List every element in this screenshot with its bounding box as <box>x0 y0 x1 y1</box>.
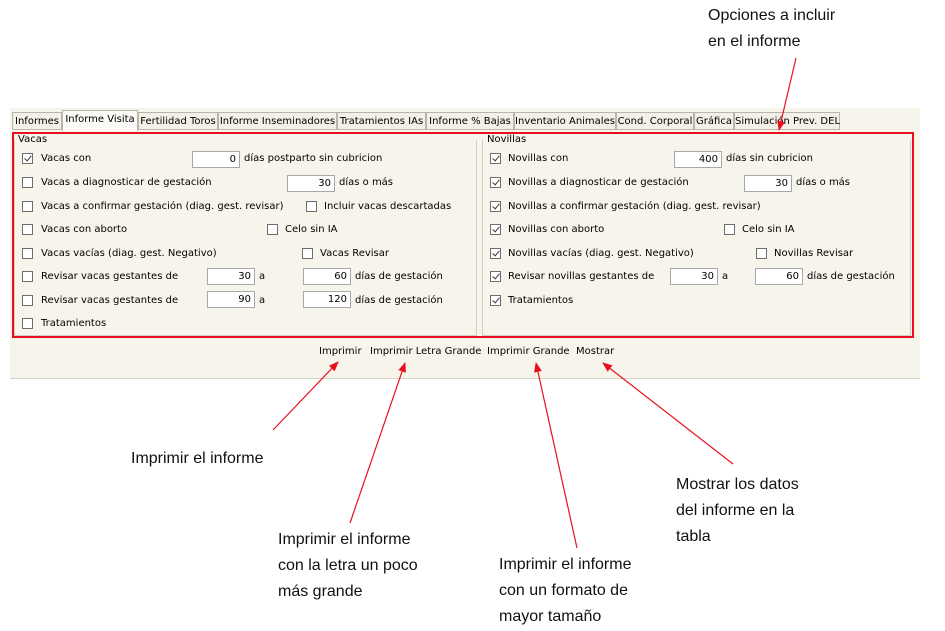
vacas-con-label: Vacas con <box>41 153 92 164</box>
vacas-con-unit: días postparto sin cubricion <box>244 153 383 164</box>
annotation-mostrar: Mostrar los datos del informe en la tabla <box>676 476 799 545</box>
novillas-con-days-input[interactable]: 400 <box>674 151 722 168</box>
vacas-gestantes2-from-input[interactable]: 90 <box>207 291 255 308</box>
vacas-gestantes1-label: Revisar vacas gestantes de <box>41 271 179 282</box>
novillas-gestantes-unit: días de gestación <box>807 271 895 282</box>
vacas-gestantes2-unit: días de gestación <box>355 295 443 306</box>
vacas-con-days-input[interactable]: 0 <box>192 151 240 168</box>
novillas-group-title: Novillas <box>487 134 527 145</box>
vacas-gestantes2-label: Revisar vacas gestantes de <box>41 295 179 306</box>
vacas-tratamientos-label: Tratamientos <box>41 318 107 329</box>
tab-simulacion-prev-del[interactable]: Simulación Prev. DEL <box>734 112 840 130</box>
imprimir-letra-grande-button[interactable]: Imprimir Letra Grande <box>370 346 482 357</box>
vacas-group-title: Vacas <box>18 134 48 145</box>
incluir-descartadas-label: Incluir vacas descartadas <box>324 201 452 212</box>
novillas-vacias-label: Novillas vacías (diag. gest. Negativo) <box>508 248 694 259</box>
novillas-gestantes-label: Revisar novillas gestantes de <box>508 271 655 282</box>
vacas-vacias-label: Vacas vacías (diag. gest. Negativo) <box>41 248 217 259</box>
tab-informe-inseminadores[interactable]: Informe Inseminadores <box>218 112 337 130</box>
tab-fertilidad-toros[interactable]: Fertilidad Toros <box>138 112 218 130</box>
mostrar-button[interactable]: Mostrar <box>576 346 615 357</box>
arrow-letra-grande <box>350 363 405 523</box>
novillas-tratamientos-label: Tratamientos <box>508 295 574 306</box>
vacas-gestantes1-from-input[interactable]: 30 <box>207 268 255 285</box>
novillas-diag-days-input[interactable]: 30 <box>744 175 792 192</box>
vacas-gestantes2-a: a <box>259 295 266 306</box>
vacas-diag-days-input[interactable]: 30 <box>287 175 335 192</box>
tab-grafica[interactable]: Gráfica <box>694 112 734 130</box>
annotation-letra-grande: Imprimir el informe con la letra un poco más grande <box>278 531 418 600</box>
tab-informe-bajas[interactable]: Informe % Bajas <box>426 112 514 130</box>
vacas-gestantes2-to-input[interactable]: 120 <box>303 291 351 308</box>
annotation-grande: Imprimir el informe con un formato de mayor tamaño <box>499 556 632 625</box>
imprimir-grande-button[interactable]: Imprimir Grande <box>487 346 570 357</box>
novillas-diag-label: Novillas a diagnosticar de gestación <box>508 177 689 188</box>
novillas-celo-label: Celo sin IA <box>742 224 795 235</box>
arrow-opciones <box>779 58 796 130</box>
tab-informe-visita[interactable]: Informe Visita <box>62 110 138 131</box>
vacas-revisar-label: Vacas Revisar <box>320 248 390 259</box>
vacas-diag-label: Vacas a diagnosticar de gestación <box>41 177 212 188</box>
novillas-gestantes-a: a <box>722 271 729 282</box>
tab-cond-corporal[interactable]: Cond. Corporal <box>616 112 694 130</box>
vacas-celo-label: Celo sin IA <box>285 224 338 235</box>
annotation-imprimir: Imprimir el informe <box>131 450 264 467</box>
novillas-con-unit: días sin cubricion <box>726 153 813 164</box>
tab-informes[interactable]: Informes <box>12 112 62 130</box>
vacas-gestantes1-to-input[interactable]: 60 <box>303 268 351 285</box>
novillas-revisar-label: Novillas Revisar <box>774 248 854 259</box>
tab-inventario-animales[interactable]: Inventario Animales <box>514 112 616 130</box>
vacas-aborto-label: Vacas con aborto <box>41 224 128 235</box>
novillas-diag-unit: días o más <box>796 177 851 188</box>
novillas-gestantes-from-input[interactable]: 30 <box>670 268 718 285</box>
novillas-confirmar-label: Novillas a confirmar gestación (diag. gest. revisar) <box>508 201 761 212</box>
arrow-imprimir <box>273 362 338 430</box>
arrow-grande <box>536 363 577 548</box>
novillas-gestantes-to-input[interactable]: 60 <box>755 268 803 285</box>
annotation-opciones: Opciones a incluir en el informe <box>708 7 836 50</box>
novillas-aborto-label: Novillas con aborto <box>508 224 605 235</box>
novillas-con-label: Novillas con <box>508 153 569 164</box>
vacas-gestantes1-a: a <box>259 271 266 282</box>
imprimir-button[interactable]: Imprimir <box>319 346 362 357</box>
vacas-diag-unit: días o más <box>339 177 394 188</box>
vacas-gestantes1-unit: días de gestación <box>355 271 443 282</box>
vacas-confirmar-label: Vacas a confirmar gestación (diag. gest. revisar) <box>41 201 284 212</box>
tab-tratamientos-ias[interactable]: Tratamientos IAs <box>337 112 426 130</box>
arrow-mostrar <box>603 363 733 464</box>
